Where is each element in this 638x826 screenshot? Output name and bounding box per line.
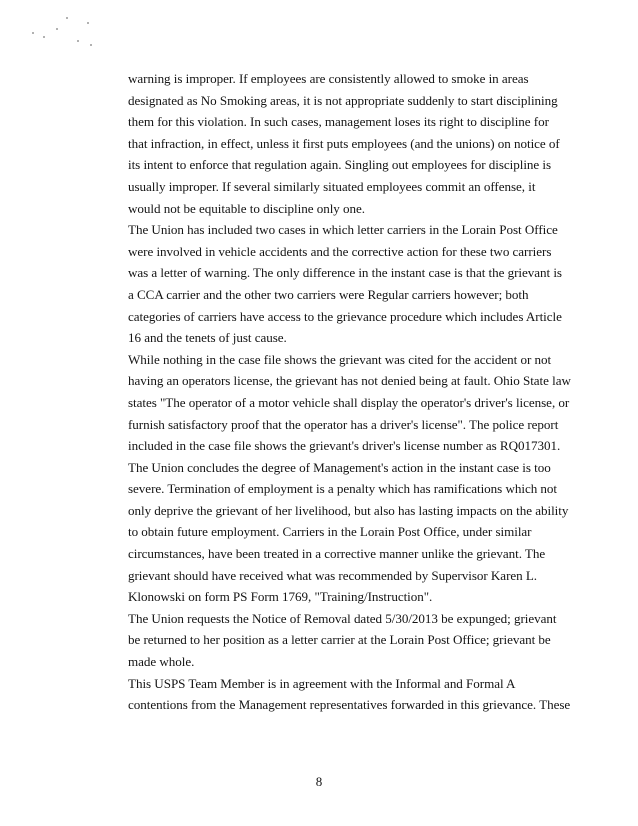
- text-line: having an operators license, the grievant has not denied being at fault. Ohio State law: [128, 373, 571, 389]
- text-line: This USPS Team Member is in agreement with the Informal and Formal A: [128, 675, 516, 691]
- text-line: The Union has included two cases in which letter carriers in the Lorain Post Office: [128, 222, 558, 238]
- text-line: its intent to enforce that regulation again. Singling out employees for discipline is: [128, 157, 552, 173]
- text-line: The Union concludes the degree of Management's action in the instant case is too: [128, 459, 551, 475]
- text-line: were involved in vehicle accidents and the corrective action for these two carriers: [128, 243, 552, 259]
- scan-speck: [66, 17, 68, 19]
- text-line: that infraction, in effect, unless it first puts employees (and the unions) on notice of: [128, 135, 560, 151]
- text-line: categories of carriers have access to the grievance procedure which includes Article: [128, 308, 562, 324]
- scan-speck: [32, 32, 34, 34]
- text-line: severe. Termination of employment is a penalty which has ramifications which not: [128, 481, 558, 497]
- text-line: The Union requests the Notice of Removal dated 5/30/2013 be expunged; grievant: [128, 610, 557, 626]
- scan-speck: [90, 44, 92, 46]
- text-line: designated as No Smoking areas, it is not appropriate suddenly to start disciplining: [128, 92, 558, 108]
- scan-speck: [43, 36, 45, 38]
- text-line: While nothing in the case file shows the grievant was cited for the accident or not: [128, 351, 552, 367]
- text-line: Klonowski on form PS Form 1769, "Training/Instruction".: [128, 589, 433, 605]
- page-number: 8: [315, 774, 323, 789]
- scan-speck: [87, 22, 89, 24]
- text-line: made whole.: [128, 654, 195, 670]
- text-line: usually improper. If several similarly situated employees commit an offense, it: [128, 178, 536, 194]
- text-line: grievant should have received what was recommended by Supervisor Karen L.: [128, 567, 538, 583]
- text-line: warning is improper. If employees are consistently allowed to smoke in areas: [128, 71, 529, 86]
- text-line: 16 and the tenets of just cause.: [128, 330, 287, 346]
- text-line: was a letter of warning. The only difference in the instant case is that the grievant is: [128, 265, 562, 281]
- scan-speck: [56, 28, 58, 30]
- text-line: circumstances, have been treated in a corrective manner unlike the grievant. The: [128, 546, 546, 562]
- text-line: states "The operator of a motor vehicle shall display the operator's driver's license, or: [128, 394, 570, 410]
- text-line: furnish satisfactory proof that the operator has a driver's license". The police report: [128, 416, 559, 432]
- body-text: [128, 68, 571, 716]
- text-line: only deprive the grievant of her livelihood, but also has lasting impacts on the ability: [128, 502, 569, 518]
- text-line: would not be equitable to discipline only one.: [128, 200, 365, 216]
- text-line: included in the case file shows the grievant's driver's license number as RQ017301.: [128, 438, 561, 454]
- text-line: to obtain future employment. Carriers in the Lorain Post Office, under similar: [128, 524, 532, 540]
- text-line: them for this violation. In such cases, management loses its right to discipline for: [128, 114, 549, 130]
- text-line: a CCA carrier and the other two carriers were Regular carriers however; both: [128, 286, 529, 302]
- text-line: contentions from the Management representatives forwarded in this grievance. These: [128, 697, 571, 713]
- scan-specks: [30, 14, 100, 54]
- text-line: be returned to her position as a letter carrier at the Lorain Post Office; grievant be: [128, 632, 551, 648]
- scan-speck: [77, 40, 79, 42]
